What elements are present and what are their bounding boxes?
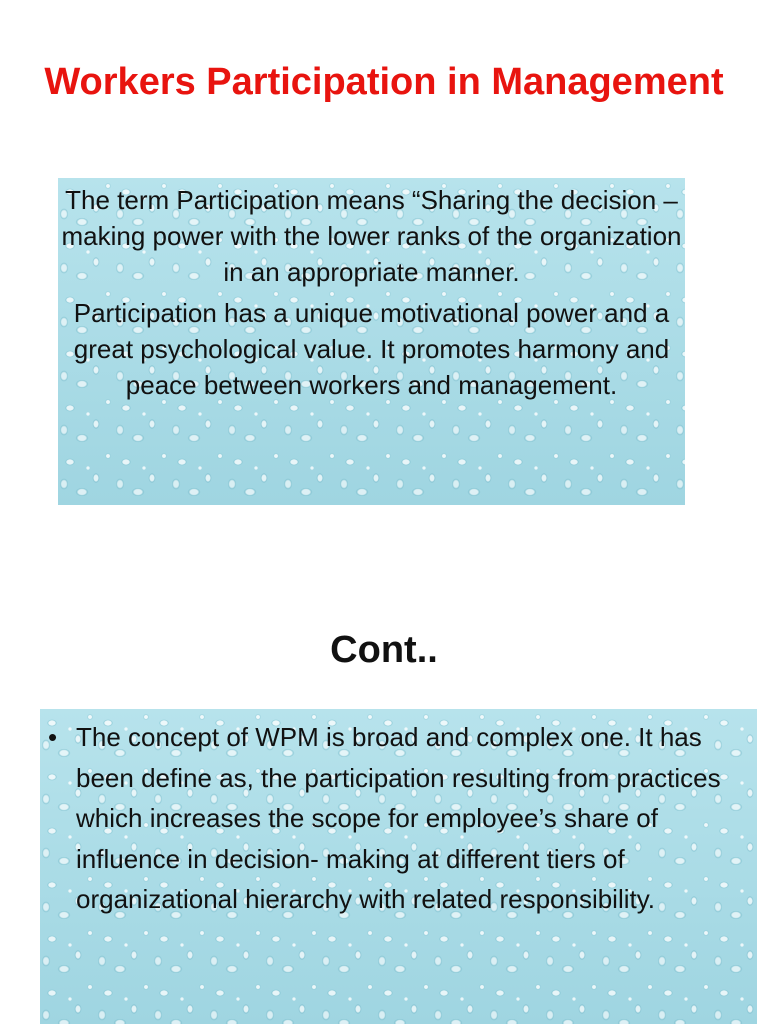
bullet-list-item — [40, 717, 757, 920]
water-drops-text-box — [58, 178, 685, 505]
continued-slide-title: Cont.. — [330, 629, 438, 671]
paragraph-motivation: Participation has a unique motivational power and a great psychological value. It promotes harmony and peace between workers and management. — [73, 298, 670, 400]
water-drops-bullet-box — [40, 709, 757, 1024]
definition-text — [58, 182, 685, 403]
slide-title: Workers Participation in Management — [44, 61, 724, 103]
bullet-icon: • — [48, 722, 58, 752]
paragraph-definition: The term Participation means “Sharing the decision –making power with the lower ranks of the organization in an appropriate manner. — [61, 185, 682, 287]
bullet-text: The concept of WPM is broad and complex one. It has been define as, the participation resulting from practices which increases the scope for employee’s share of influence in decision- making at different tiers of organizational hierarchy with related responsibility. — [76, 722, 721, 914]
